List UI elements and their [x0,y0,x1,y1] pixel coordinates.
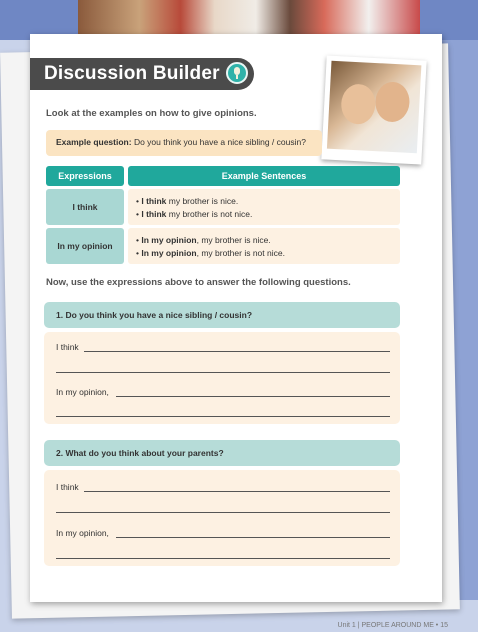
answer-box-2 [44,470,400,566]
q2-prompt-in-my-opinion: In my opinion, [56,528,109,538]
kids-photo [321,55,426,164]
answer-box-1 [44,332,400,424]
expression-i-think: I think [46,189,124,225]
title-bar [30,58,254,90]
question-1-header [44,302,400,328]
question-2-text: 2. What do you think about your parents? [56,448,224,458]
microphone-icon [226,62,248,84]
instruction-2: Now, use the expressions above to answer the following questions. [46,277,351,288]
q2-answer-line-1[interactable] [84,491,390,492]
q1-prompt-in-my-opinion: In my opinion, [56,387,109,397]
q1-answer-line-4[interactable] [56,416,390,417]
instruction-text: Look at the examples on how to give opinions. [46,108,257,119]
example-question-box [46,130,322,156]
q2-prompt-i-think: I think [56,482,79,492]
sentences-i-think: • I think my brother is nice. • I think my brother is not nice. [128,189,400,225]
q2-answer-line-4[interactable] [56,558,390,559]
worksheet-page [30,34,442,602]
header-expressions: Expressions [46,166,124,186]
q1-answer-line-1[interactable] [84,351,390,352]
page-title: Discussion Builder [44,63,220,84]
q2-answer-line-2[interactable] [56,512,390,513]
q1-prompt-i-think: I think [56,342,79,352]
q1-answer-line-3[interactable] [116,396,390,397]
page-footer: Unit 1 | PEOPLE AROUND ME • 15 [337,622,448,629]
sentences-in-my-opinion: • In my opinion, my brother is nice. • In my opinion, my brother is not nice. [128,228,400,264]
header-example-sentences: Example Sentences [128,166,400,186]
example-question: Do you think you have a nice sibling / cousin? [131,137,306,147]
q2-answer-line-3[interactable] [116,537,390,538]
expression-in-my-opinion: In my opinion [46,228,124,264]
question-1-text: 1. Do you think you have a nice sibling / cousin? [56,310,253,320]
question-2-header [44,440,400,466]
example-label: Example question: [56,137,132,147]
q1-answer-line-2[interactable] [56,372,390,373]
